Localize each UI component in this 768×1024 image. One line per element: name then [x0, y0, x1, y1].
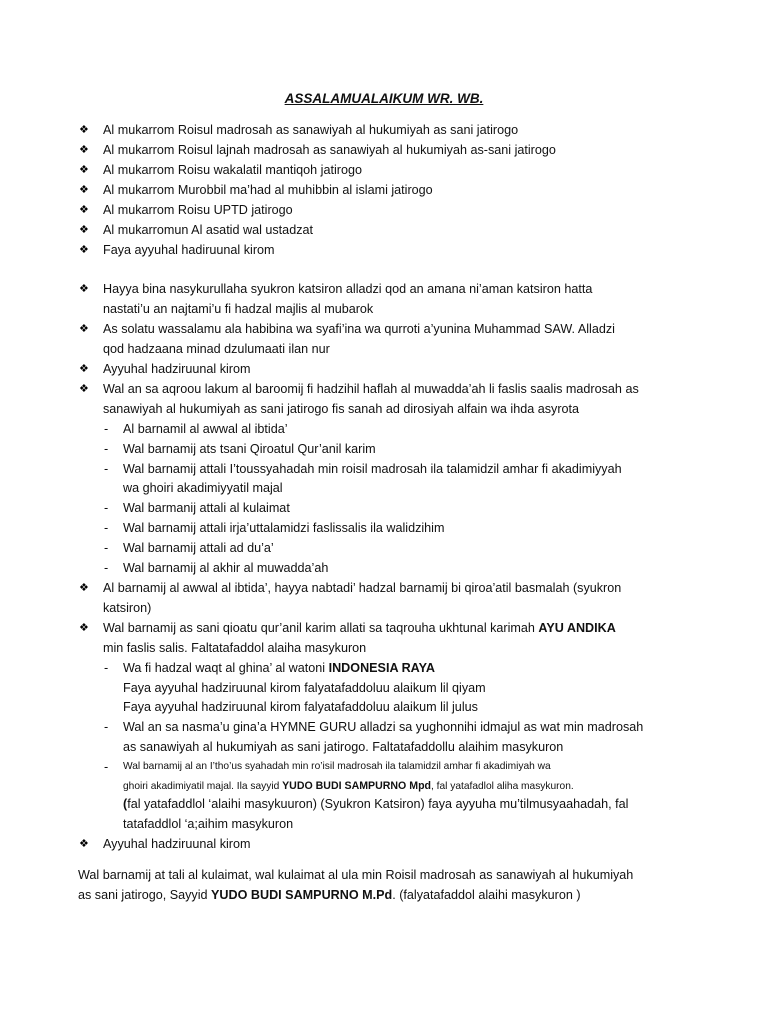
paragraph-text: Wa fi hadzal waqt al ghina’ al watoni — [123, 661, 329, 675]
name-highlight: YUDO BUDI SAMPURNO M.Pd — [211, 888, 393, 902]
paragraph-text: , fal yatafadlol aliha masykuron. — [431, 781, 574, 792]
paragraph-line: Ayyuhal hadziruunal kirom — [103, 837, 251, 851]
bullet-icon: ❖ — [79, 204, 89, 216]
dash-marker: - — [104, 661, 109, 675]
paragraph-line — [103, 621, 616, 635]
program-item: Faya ayyuhal hadziruunal kirom falyatafaddoluu alaikum lil julus — [123, 700, 478, 714]
bullet-icon: ❖ — [79, 164, 89, 176]
bullet-icon: ❖ — [79, 144, 89, 156]
paragraph-line: katsiron) — [103, 601, 152, 615]
bullet-icon: ❖ — [79, 283, 89, 295]
bullet-icon: ❖ — [79, 838, 89, 850]
paragraph-text: Wal barnamij as sani qioatu qur’anil karim allati sa taqrouha ukhtunal karimah — [103, 621, 539, 635]
dash-marker: - — [104, 720, 109, 734]
program-item: Wal barnamij al an I’tho’us syahadah min ro’isil madrosah ila talamidzil amhar fi akadimiyah wa — [123, 761, 551, 772]
program-item: Faya ayyuhal hadziruunal kirom falyatafaddoluu alaikum lil qiyam — [123, 681, 486, 695]
greeting-item: Al mukarromun Al asatid wal ustadzat — [103, 223, 313, 237]
dash-marker: - — [104, 442, 109, 456]
paragraph-line: nastati’u an najtami’u fi hadzal majlis al mubarok — [103, 302, 374, 316]
paragraph-line: Al barnamij al awwal al ibtida’, hayya nabtadi’ hadzal barnamij bi qiroa’atil basmalah (syukron — [103, 581, 622, 595]
paragraph-line: Ayyuhal hadziruunal kirom — [103, 362, 251, 376]
bullet-icon: ❖ — [79, 323, 89, 335]
page-title: ASSALAMUALAIKUM WR. WB. — [284, 91, 484, 106]
song-title: INDONESIA RAYA — [328, 661, 435, 675]
greeting-item: Al mukarrom Roisu UPTD jatirogo — [103, 203, 293, 217]
program-item: wa ghoiri akadimiyyatil majal — [123, 481, 283, 495]
paragraph-text: . (falyatafaddol alaihi masykuron ) — [392, 888, 581, 902]
dash-marker: - — [104, 462, 109, 476]
paragraph-line: qod hadzaana minad dzulumaati ilan nur — [103, 342, 330, 356]
bullet-icon: ❖ — [79, 124, 89, 136]
program-item: tatafaddlol ‘a;aihim masykuron — [123, 817, 294, 831]
paragraph-line: Hayya bina nasykurullaha syukron katsiron alladzi qod an amana ni’aman katsiron hatta — [103, 282, 593, 296]
paragraph-text: ( — [123, 797, 128, 811]
dash-marker: - — [104, 501, 109, 515]
program-item: as sanawiyah al hukumiyah as sani jatirogo. Faltatafaddollu alaihim masykuron — [123, 740, 564, 754]
program-item: Wal an sa nasma’u gina’a HYMNE GURU alladzi sa yughonnihi idmajul as wat min madrosah — [123, 720, 644, 734]
dash-marker: - — [104, 561, 109, 575]
name-highlight: AYU ANDIKA — [538, 621, 616, 635]
paragraph-line: sanawiyah al hukumiyah as sani jatirogo fis sanah ad dirosiyah alfain wa ihda asyrota — [103, 402, 580, 416]
program-item — [123, 797, 628, 811]
paragraph-line — [78, 888, 581, 902]
paragraph-text: ghoiri akadimiyatil majal. Ila sayyid — [123, 781, 283, 792]
dash-marker: - — [104, 422, 109, 436]
paragraph-line: Wal an sa aqroou lakum al baroomij fi hadzihil haflah al muwadda’ah li faslis saalis madrosah as — [103, 382, 639, 396]
greeting-item: Al mukarrom Roisul lajnah madrosah as sanawiyah al hukumiyah as-sani jatirogo — [103, 143, 556, 157]
dash-marker: - — [104, 541, 109, 555]
program-item: Al barnamil al awwal al ibtida’ — [123, 422, 288, 436]
dash-marker: - — [104, 521, 109, 535]
program-item: Wal barnamij ats tsani Qiroatul Qur’anil karim — [123, 442, 376, 456]
bullet-icon: ❖ — [79, 622, 89, 634]
bullet-icon: ❖ — [79, 224, 89, 236]
bullet-icon: ❖ — [79, 244, 89, 256]
program-item: Wal barmanij attali al kulaimat — [123, 501, 290, 515]
program-item: Wal barnamij attali I’toussyahadah min roisil madrosah ila talamidzil amhar fi akadimiyyah — [123, 462, 622, 476]
program-item: Wal barnamij attali irja’uttalamidzi faslissalis ila walidzihim — [123, 521, 445, 535]
program-item: Wal barnamij al akhir al muwadda’ah — [123, 561, 329, 575]
dash-marker: - — [104, 760, 109, 774]
paragraph-line: min faslis salis. Faltatafaddol alaiha masykuron — [103, 641, 367, 655]
paragraph-line: Wal barnamij at tali al kulaimat, wal kulaimat al ula min Roisil madrosah as sanawiyah al hukumiyah — [78, 868, 634, 882]
paragraph-line: As solatu wassalamu ala habibina wa syafi’ina wa qurroti a’yunina Muhammad SAW. Alladzi — [103, 322, 615, 336]
greeting-item: Al mukarrom Murobbil ma’had al muhibbin al islami jatirogo — [103, 183, 433, 197]
bullet-icon: ❖ — [79, 383, 89, 395]
program-item — [123, 780, 574, 792]
bullet-icon: ❖ — [79, 184, 89, 196]
greeting-item: Faya ayyuhal hadiruunal kirom — [103, 243, 275, 257]
paragraph-text: as sani jatirogo, Sayyid — [78, 888, 212, 902]
bullet-icon: ❖ — [79, 582, 89, 594]
program-item — [123, 661, 435, 675]
paragraph-text: fal yatafaddlol ‘alaihi masykuuron) (Syukron Katsiron) faya ayyuha mu’tilmusyaahadah, fal — [127, 797, 629, 811]
program-item: Wal barnamij attali ad du’a’ — [123, 541, 274, 555]
bullet-icon: ❖ — [79, 363, 89, 375]
greeting-item: Al mukarrom Roisu wakalatil mantiqoh jatirogo — [103, 163, 362, 177]
greeting-item: Al mukarrom Roisul madrosah as sanawiyah al hukumiyah as sani jatirogo — [103, 123, 519, 137]
name-highlight: YUDO BUDI SAMPURNO Mpd — [282, 780, 432, 792]
